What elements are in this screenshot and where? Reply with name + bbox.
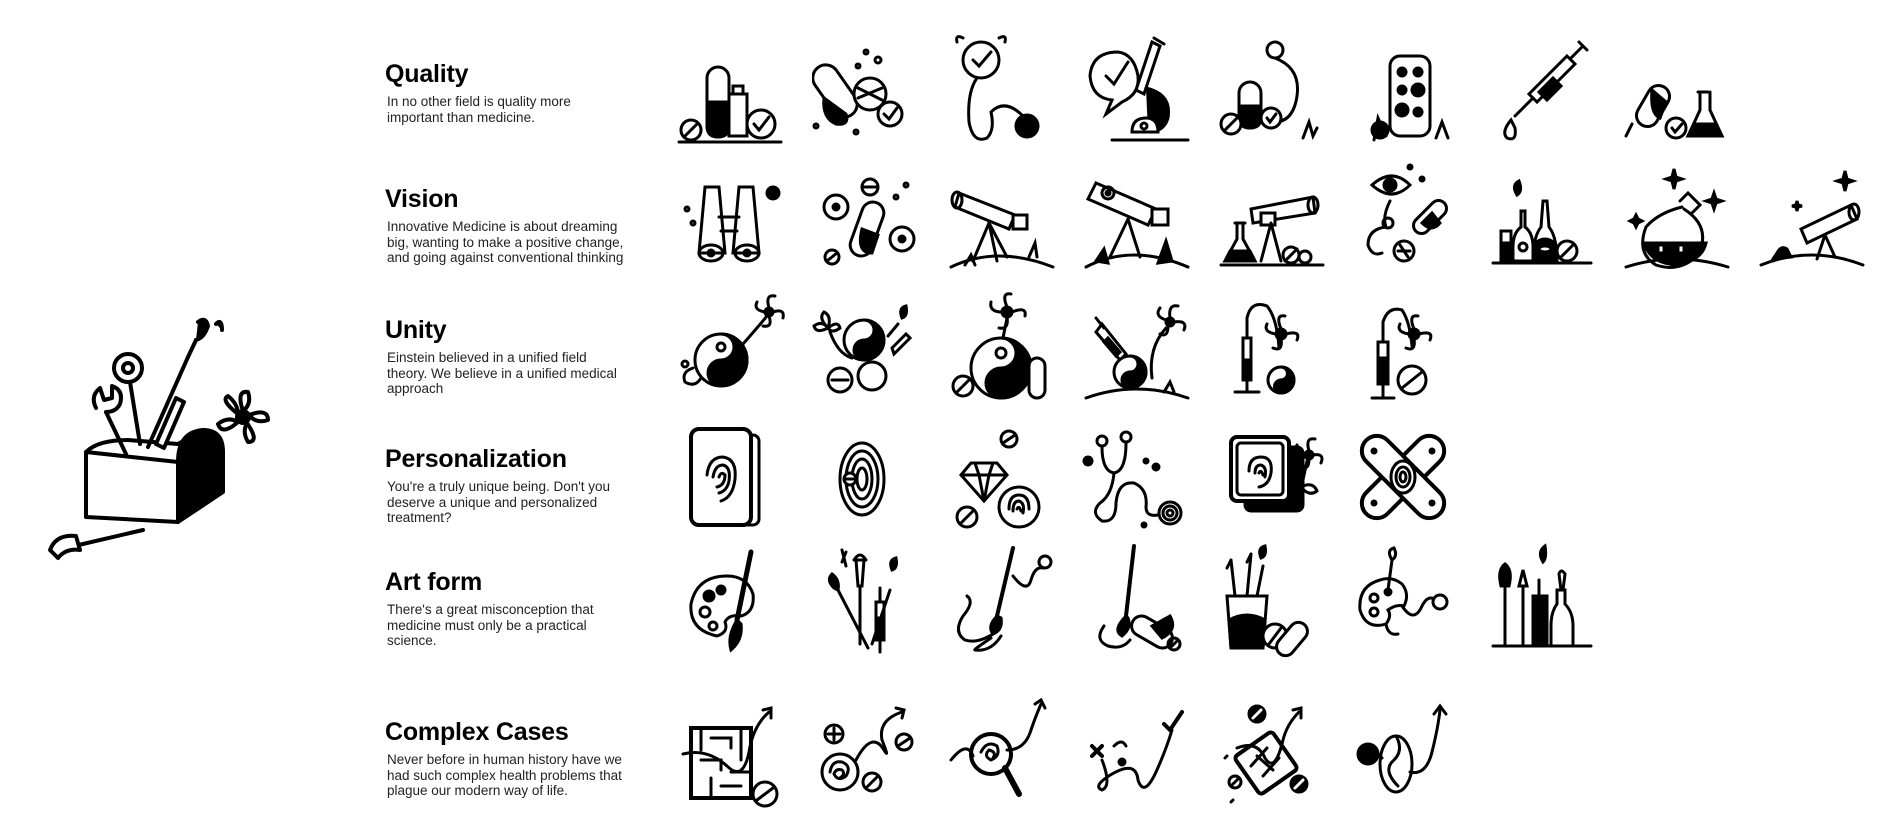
fingerprint-card-icon	[677, 417, 787, 537]
section-title: Unity	[385, 316, 447, 344]
fingerprint-frame-flower-icon	[1217, 417, 1327, 537]
telescope-eye-icon	[1082, 157, 1192, 277]
syringe-pill-flower-icon	[1352, 288, 1462, 408]
bottles-eye-icon	[1487, 157, 1597, 277]
capsule-pill-check-icon	[812, 32, 922, 152]
section-description: Einstein believed in a unified field theory. We believe in a unified medical approach	[387, 350, 617, 396]
section-description: In no other field is quality more important than medicine.	[387, 94, 571, 125]
maze-arrow-icon	[677, 690, 787, 810]
flask-stars-icon	[1622, 157, 1732, 277]
section-title: Vision	[385, 185, 459, 213]
medical-toolbox-icon	[38, 312, 278, 562]
fingerprint-bandage-icon	[1352, 417, 1462, 537]
stethoscope-eye-icon	[1352, 157, 1462, 277]
brush-stethoscope-icon	[947, 540, 1057, 660]
brush-cup-pills-icon	[1217, 540, 1327, 660]
pills-eye-icon	[812, 157, 922, 277]
pill-arrow-icon	[1352, 690, 1462, 810]
telescope-icon	[947, 157, 1057, 277]
section-description: You're a truly unique being. Don't you deserve a unique and personalized treatment?	[387, 479, 611, 525]
section-title: Art form	[385, 568, 483, 596]
brushes-syringe-icon	[812, 540, 922, 660]
brush-capsule-icon	[1082, 540, 1192, 660]
section-title: Personalization	[385, 445, 567, 473]
magnifier-tangle-icon	[947, 690, 1057, 810]
path-x-check-icon	[1082, 690, 1192, 810]
palette-brush-icon	[677, 540, 787, 660]
fingerprint-pill-icon	[812, 417, 922, 537]
stethoscope-check-icon	[947, 32, 1057, 152]
section-description: Innovative Medicine is about dreaming big, wanting to make a positive change, and going against conventional thinking	[387, 219, 624, 265]
tangled-pills-icon	[812, 690, 922, 810]
stethoscope-fingerprint-icon	[1082, 417, 1192, 537]
yin-yang-syringe-icon	[812, 288, 922, 408]
syringe-flower-icon	[1217, 288, 1327, 408]
brushes-bottles-icon	[1487, 540, 1597, 660]
binoculars-icon	[677, 157, 787, 277]
section-description: Never before in human history have we had such complex health problems that plague our modern way of life.	[387, 752, 622, 798]
maze-card-pills-icon	[1217, 690, 1327, 810]
section-description: There's a great misconception that medicine must only be a practical science.	[387, 602, 594, 648]
yin-yang-pills-icon	[947, 288, 1057, 408]
syringe-drop-icon	[1487, 32, 1597, 152]
microscope-check-icon	[1082, 32, 1192, 152]
pills-bottle-check-icon	[677, 32, 787, 152]
telescope-hill-icon	[1757, 157, 1867, 277]
section-title: Complex Cases	[385, 718, 569, 746]
pill-blister-icon	[1352, 32, 1462, 152]
diamond-fingerprint-icon	[947, 417, 1057, 537]
section-title: Quality	[385, 60, 469, 88]
telescope-flask-icon	[1217, 157, 1327, 277]
yin-yang-flower-icon	[677, 288, 787, 408]
pills-stethoscope-icon	[1217, 32, 1327, 152]
pills-flask-icon	[1622, 32, 1732, 152]
syringe-yin-yang-icon	[1082, 288, 1192, 408]
palette-stethoscope-icon	[1352, 540, 1462, 660]
